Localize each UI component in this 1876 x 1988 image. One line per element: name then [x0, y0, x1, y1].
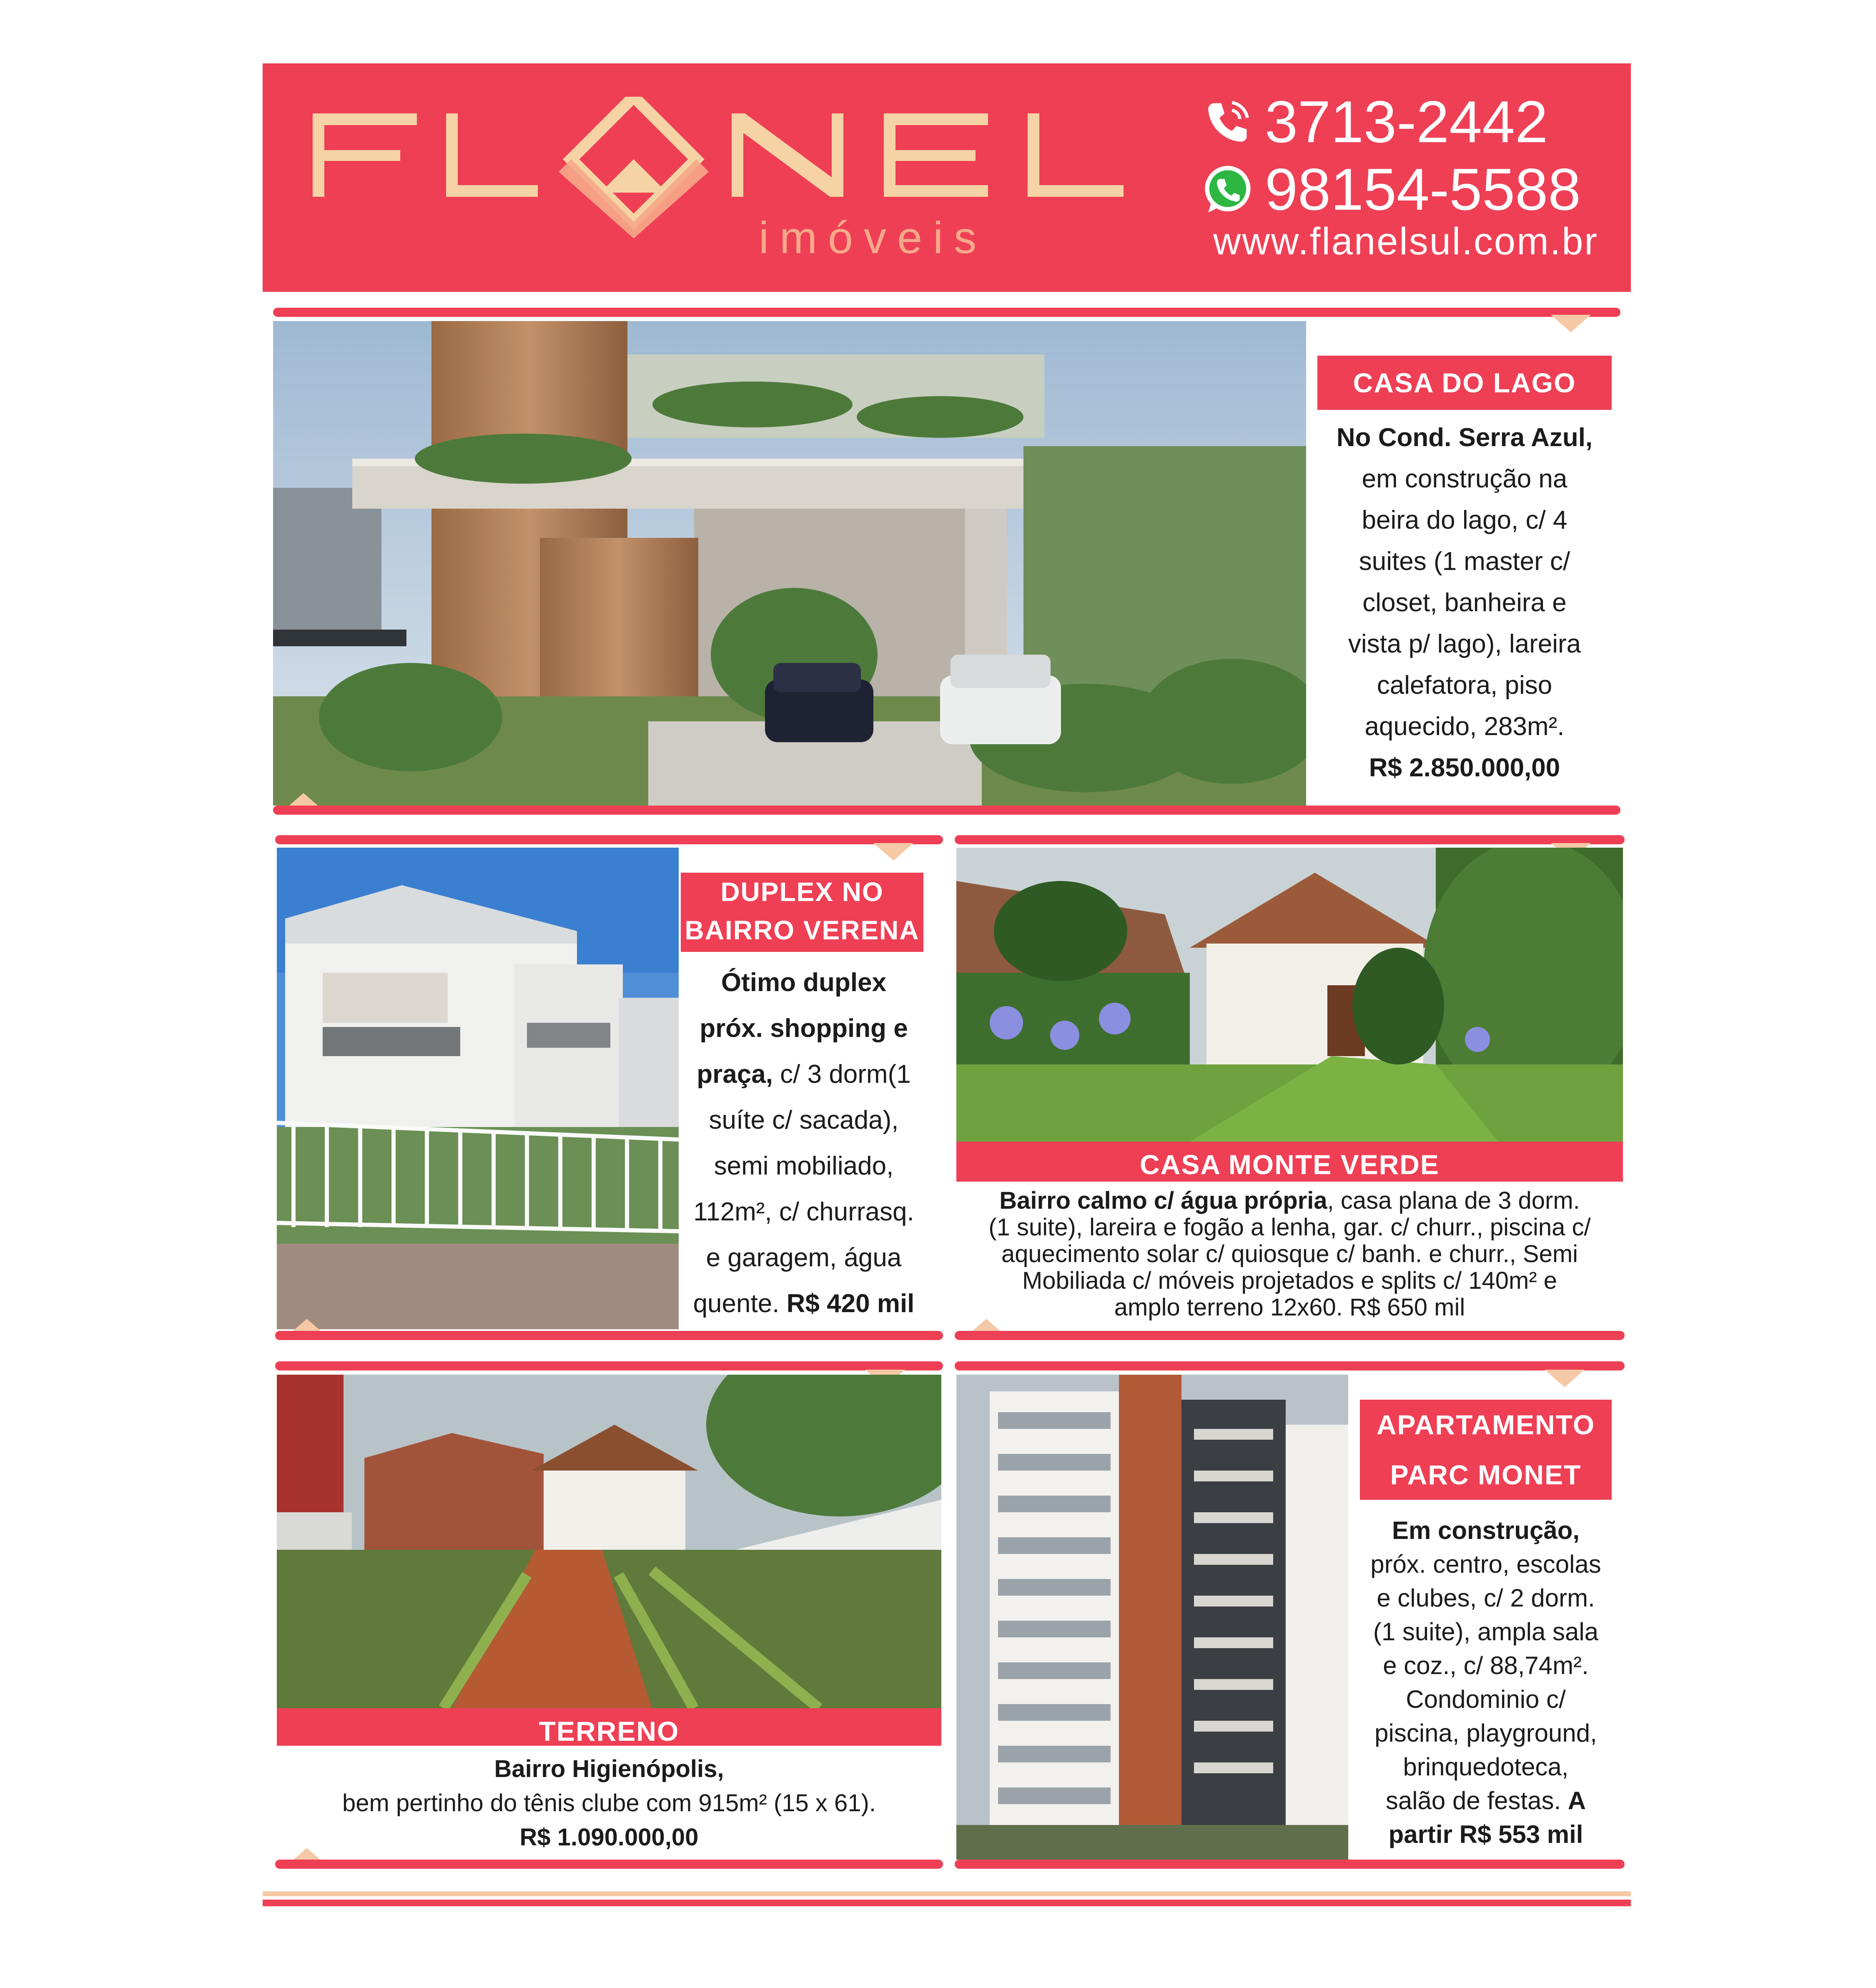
- parc-monet-line: salão de festas.: [1385, 1787, 1568, 1815]
- footer-divider: [263, 1900, 1631, 1906]
- duplex-bold: praça,: [697, 1060, 773, 1089]
- corner-triangle: [873, 843, 913, 861]
- duplex-title-line: BAIRRO VERENA: [685, 915, 920, 945]
- casa-lago-desc-line: calefatora, piso: [1377, 671, 1552, 700]
- footer-divider: [263, 1891, 1631, 1896]
- parc-monet-title-line: APARTAMENTO: [1376, 1409, 1595, 1440]
- header-banner: [263, 63, 1631, 292]
- parc-monet-line: piscina, playground,: [1374, 1719, 1597, 1747]
- casa-lago-desc-line: aquecido, 283m².: [1364, 712, 1565, 741]
- duplex-line: 112m², c/ churrasq.: [693, 1197, 914, 1226]
- monte-verde-title: CASA MONTE VERDE: [956, 1142, 1623, 1182]
- casa-lago-desc-line: vista p/ lago), lareira: [1348, 630, 1581, 658]
- duplex-line: e garagem, água: [706, 1243, 902, 1272]
- whatsapp-icon: [1201, 163, 1255, 217]
- phone-icon: [1201, 95, 1255, 149]
- parc-monet-line: e coz., c/ 88,74m².: [1383, 1652, 1589, 1679]
- duplex-line: c/ 3 dorm(1: [772, 1060, 911, 1089]
- panel-bottom-bar: [955, 1331, 1625, 1340]
- terreno-title: TERRENO: [277, 1708, 941, 1746]
- panel-bottom-bar: [273, 806, 1620, 815]
- casa-lago-desc-line: beira do lago, c/ 4: [1362, 506, 1568, 535]
- duplex-line: semi mobiliado,: [714, 1152, 894, 1180]
- parc-monet-description: [1352, 1514, 1619, 1851]
- duplex-line: quente.: [693, 1289, 787, 1318]
- corner-triangle: [1545, 1370, 1585, 1387]
- duplex-line: suíte c/ sacada),: [709, 1106, 899, 1135]
- duplex-title-line: DUPLEX NO: [720, 877, 884, 907]
- duplex-description: [679, 960, 929, 1327]
- logo-subtitle: imóveis: [759, 212, 988, 263]
- terreno-bold: Bairro Higienópolis,: [494, 1755, 724, 1782]
- parc-monet-title-line: PARC MONET: [1390, 1459, 1582, 1490]
- casa-lago-price: R$ 2.850.000,00: [1369, 753, 1560, 782]
- casa-lago-desc-line: em construção na: [1362, 464, 1568, 493]
- parc-monet-line: próx. centro, escolas: [1370, 1550, 1601, 1578]
- casa-lago-desc-bold: No Cond. Serra Azul,: [1336, 423, 1593, 452]
- phone-number: 3713-2442: [1265, 89, 1548, 155]
- whatsapp-contact[interactable]: [1201, 156, 1581, 223]
- terreno-price: R$ 1.090.000,00: [519, 1824, 699, 1851]
- duplex-title: [681, 873, 923, 952]
- monte-verde-description: [956, 1187, 1623, 1321]
- casa-lago-title: CASA DO LAGO: [1317, 356, 1612, 410]
- duplex-price: R$ 420 mil: [786, 1289, 915, 1318]
- monte-verde-photo: [956, 848, 1623, 1142]
- monte-verde-line: amplo terreno 12x60. R$ 650 mil: [1114, 1294, 1465, 1321]
- panel-bottom-bar: [275, 1860, 943, 1869]
- casa-lago-photo: [273, 321, 1306, 806]
- parc-monet-bold: Em construção,: [1392, 1516, 1580, 1544]
- website-url[interactable]: www.flanelsul.com.br: [1213, 220, 1599, 263]
- phone-contact[interactable]: [1201, 89, 1548, 155]
- flanel-logo: [308, 97, 1151, 238]
- duplex-bold: Ótimo duplex: [721, 968, 887, 997]
- terreno-line: bem pertinho do tênis clube com 915m² (15 x 61).: [342, 1790, 876, 1817]
- casa-lago-desc-line: closet, banheira e: [1362, 588, 1567, 617]
- corner-triangle: [1551, 315, 1591, 332]
- monte-verde-line: Mobiliada c/ móveis projetados e splits c/ 140m² e: [1022, 1267, 1557, 1294]
- duplex-bold: próx. shopping e: [700, 1014, 908, 1043]
- terreno-photo: [277, 1375, 941, 1708]
- parc-monet-line: brinquedoteca,: [1403, 1753, 1569, 1781]
- panel-top-bar: [275, 835, 943, 844]
- parc-monet-title: [1360, 1400, 1612, 1500]
- parc-monet-line: Condominio c/: [1406, 1685, 1566, 1713]
- monte-verde-bold: Bairro calmo c/ água própria: [999, 1187, 1327, 1214]
- whatsapp-number: 98154-5588: [1265, 156, 1581, 223]
- panel-bottom-bar: [955, 1860, 1625, 1869]
- panel-bottom-bar: [275, 1331, 943, 1340]
- panel-top-bar: [275, 1361, 943, 1371]
- panel-top-bar: [955, 1361, 1625, 1371]
- parc-monet-price: partir R$ 553 mil: [1388, 1820, 1583, 1848]
- monte-verde-line: , casa plana de 3 dorm.: [1327, 1187, 1580, 1214]
- panel-top-bar: [955, 835, 1625, 844]
- parc-monet-line: e clubes, c/ 2 dorm.: [1377, 1584, 1595, 1612]
- parc-monet-line: (1 suite), ampla sala: [1373, 1618, 1599, 1646]
- duplex-photo: [277, 848, 679, 1329]
- casa-lago-description: [1313, 417, 1616, 788]
- casa-lago-desc-line: suites (1 master c/: [1359, 547, 1570, 576]
- monte-verde-line: aquecimento solar c/ quiosque c/ banh. e churr., Semi: [1001, 1240, 1578, 1268]
- parc-monet-price: A: [1568, 1787, 1586, 1815]
- monte-verde-line: (1 suite), lareira e fogão a lenha, gar. c/ churr., piscina c/: [988, 1214, 1591, 1241]
- parc-monet-photo: [956, 1375, 1348, 1860]
- terreno-description: [277, 1752, 941, 1855]
- panel-top-bar: [273, 308, 1620, 317]
